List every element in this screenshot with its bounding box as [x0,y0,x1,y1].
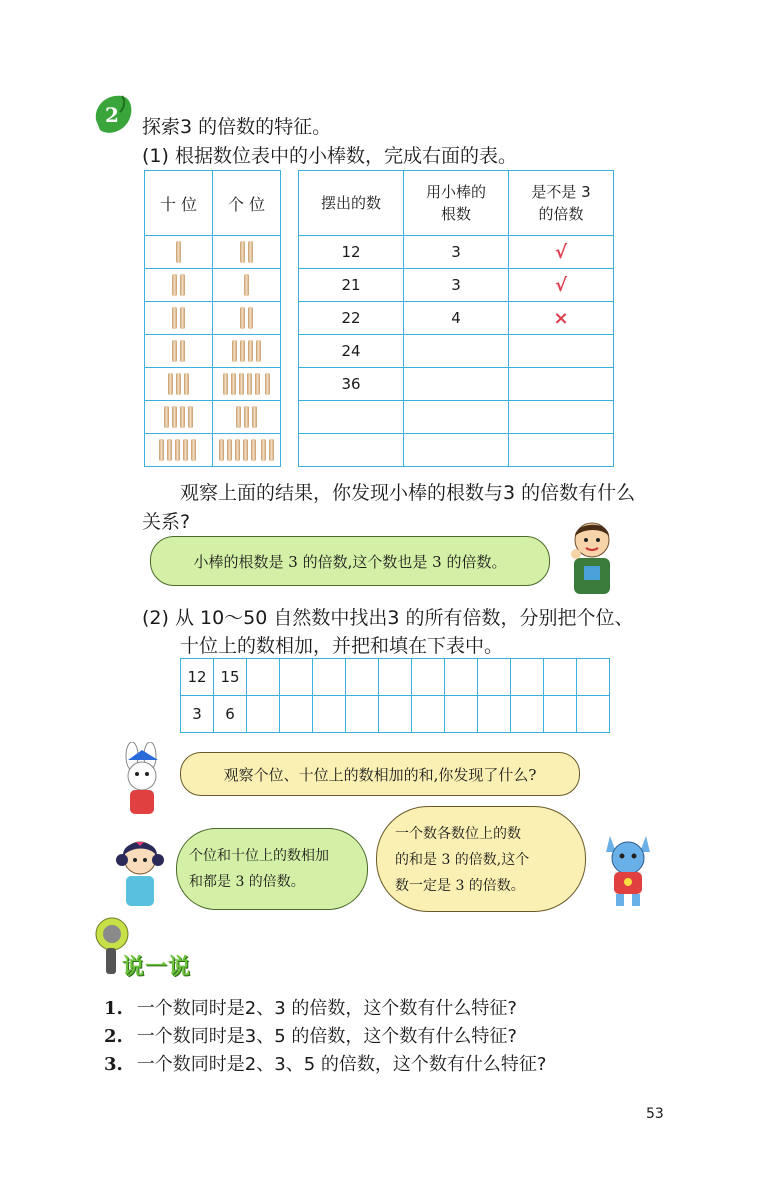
part1-instruction: (1) 根据数位表中的小棒数，完成右面的表。 [142,145,517,167]
stick-count-cell[interactable] [404,401,509,434]
place-value-row [145,269,281,302]
stick-icon [232,340,237,362]
stick-count-cell[interactable] [404,302,509,335]
number-cell [299,269,404,302]
question-number: 1. [104,998,123,1019]
leaf-number-icon [92,92,134,136]
stick-icon [269,439,274,461]
stick-icon [247,373,252,395]
header-stick-count: 用小棒的 根数 [404,171,509,236]
tens-sticks-cell [145,236,213,269]
digit-sum-table [180,658,610,733]
digit-sum-cell[interactable] [280,696,313,733]
cell-value: 36 [341,375,361,393]
stick-icon [184,373,189,395]
is-multiple-cell[interactable] [509,269,614,302]
place-value-row [145,302,281,335]
digit-sum-cell[interactable] [577,659,610,696]
tens-sticks-cell [145,368,213,401]
problem-number: 2 [105,103,119,127]
stick-icon [219,439,224,461]
stick-icon [251,439,256,461]
result-table [298,170,614,467]
question-text: 一个数同时是2、3、5 的倍数，这个数有什么特征? [136,1054,547,1075]
stick-icon [188,406,193,428]
stick-icon [227,439,232,461]
stick-icon [239,373,244,395]
stick-icon [248,340,253,362]
cell-value: 4 [451,309,461,327]
girl-illustration [110,830,170,912]
bubble3-line1: 个位和十位上的数相加 [189,848,329,864]
digit-sum-cell[interactable] [445,659,478,696]
digit-sum-cell[interactable] [346,659,379,696]
question-3 [104,1050,546,1076]
cell-value: 3 [451,276,461,294]
digit-sum-cell[interactable] [445,696,478,733]
stick-count-cell[interactable] [404,335,509,368]
place-value-row [145,368,281,401]
observe-text-line2: 关系? [142,511,191,533]
ones-sticks-cell [213,335,281,368]
ones-sticks-cell [213,401,281,434]
tens-sticks-cell [145,269,213,302]
digit-sum-cell[interactable] [412,659,445,696]
digit-sum-cell[interactable] [280,659,313,696]
ones-sticks-cell [213,269,281,302]
cell-value: 21 [341,276,361,294]
place-value-row [145,335,281,368]
question-number: 2. [104,1026,123,1047]
stick-count-cell[interactable] [404,269,509,302]
speech-bubble-girl [176,828,368,910]
stick-icon [172,406,177,428]
cell-value: 24 [341,342,361,360]
stick-icon [167,439,172,461]
speech-bubble-rabbit: 观察个位、十位上的数相加的和,你发现了什么? [180,752,580,796]
header-number: 摆出的数 [299,171,404,236]
stick-icon [243,439,248,461]
question-1 [104,994,517,1020]
stick-icon [223,373,228,395]
stick-icon [172,340,177,362]
number-cell [299,335,404,368]
tens-sticks-cell [145,335,213,368]
ones-sticks-cell [213,368,281,401]
tens-sticks-cell [145,302,213,335]
stick-icon [265,373,270,395]
digit-sum-cell[interactable] [247,696,280,733]
digit-sum-cell[interactable] [379,659,412,696]
cat-illustration [598,826,658,910]
stick-icon [240,307,245,329]
stick-icon [256,340,261,362]
stick-count-cell[interactable] [404,236,509,269]
page-number: 53 [646,1106,664,1122]
digit-sum-cell: 6 [214,696,247,733]
stick-icon [248,307,253,329]
problem-title: 探索3 的倍数的特征。 [142,116,332,138]
bubble4-line1: 一个数各数位上的数 [395,826,521,842]
part2-line1: (2) 从 10～50 自然数中找出3 的所有倍数，分别把个位、 [142,607,634,629]
digit-sum-cell[interactable] [511,659,544,696]
stick-icon [180,274,185,296]
stick-icon [240,241,245,263]
result-row [299,236,614,269]
stick-icon [172,274,177,296]
result-rows [299,236,614,467]
digit-sum-cell[interactable] [313,659,346,696]
result-row [299,368,614,401]
speech-bubble-boy: 小棒的根数是 3 的倍数,这个数也是 3 的倍数。 [150,536,550,586]
stick-icon [164,406,169,428]
result-row [299,269,614,302]
stick-icon [236,406,241,428]
question-2 [104,1022,517,1048]
digit-sum-cell: 3 [181,696,214,733]
part2-line2: 十位上的数相加，并把和填在下表中。 [180,635,504,657]
bubble4-line3: 数一定是 3 的倍数。 [395,878,525,894]
result-row [299,401,614,434]
ones-header: 个 位 [213,171,281,236]
tens-sticks-cell [145,401,213,434]
speech-bubble-cat [376,806,586,912]
stick-icon [244,274,249,296]
digit-sum-cell[interactable] [313,696,346,733]
stick-icon [176,241,181,263]
place-value-row [145,401,281,434]
is-multiple-cell[interactable] [509,302,614,335]
rabbit-illustration [114,742,170,822]
observe-text-line1: 观察上面的结果，你发现小棒的根数与3 的倍数有什么 [180,482,636,504]
ones-sticks-cell [213,302,281,335]
stick-icon [175,439,180,461]
stick-icon [183,439,188,461]
place-value-row [145,434,281,467]
result-row [299,302,614,335]
stick-icon [231,373,236,395]
digit-sum-cell[interactable] [577,696,610,733]
stick-icon [159,439,164,461]
section-title: 说一说 [122,955,192,980]
tens-sticks-cell [145,434,213,467]
stick-icon [191,439,196,461]
stick-icon [172,307,177,329]
ones-sticks-cell [213,236,281,269]
stick-count-cell[interactable] [404,368,509,401]
cross-mark-icon: × [553,307,569,329]
stick-icon [168,373,173,395]
bubble3-line2: 和都是 3 的倍数。 [189,874,305,890]
cell-value: 22 [341,309,361,327]
cell-value: 3 [451,243,461,261]
is-multiple-cell[interactable] [509,236,614,269]
check-mark-icon: √ [554,274,567,296]
bubble4-line2: 的和是 3 的倍数,这个 [395,852,530,868]
place-value-table [144,170,281,467]
digit-sum-row [181,696,610,733]
stick-icon [240,340,245,362]
digit-sum-cell[interactable] [511,696,544,733]
digit-sum-cell[interactable] [346,696,379,733]
digit-sum-cell[interactable] [544,696,577,733]
is-multiple-cell[interactable] [509,401,614,434]
result-row [299,335,614,368]
check-mark-icon: √ [554,241,567,263]
digit-sum-cell[interactable] [247,659,280,696]
digit-sum-row [181,659,610,696]
number-cell [299,368,404,401]
cell-value: 12 [341,243,361,261]
boy-illustration [562,516,620,600]
stick-icon [244,406,249,428]
number-cell [299,401,404,434]
result-row [299,434,614,467]
place-value-rows [145,236,281,467]
number-cell [299,434,404,467]
digit-sum-cell[interactable] [478,659,511,696]
digit-sum-cell: 12 [181,659,214,696]
number-cell [299,236,404,269]
stick-icon [261,439,266,461]
tens-header: 十 位 [145,171,213,236]
header-is-multiple: 是不是 3 的倍数 [509,171,614,236]
stick-icon [252,406,257,428]
digit-sum-cell[interactable] [412,696,445,733]
stick-icon [180,340,185,362]
stick-icon [176,373,181,395]
stick-icon [180,307,185,329]
digit-sum-cell[interactable] [478,696,511,733]
stick-count-cell[interactable] [404,434,509,467]
is-multiple-cell[interactable] [509,335,614,368]
is-multiple-cell[interactable] [509,368,614,401]
number-cell [299,302,404,335]
stick-icon [255,373,260,395]
question-text: 一个数同时是2、3 的倍数，这个数有什么特征? [136,998,517,1019]
place-value-row [145,236,281,269]
question-text: 一个数同时是3、5 的倍数，这个数有什么特征? [136,1026,517,1047]
ones-sticks-cell [213,434,281,467]
is-multiple-cell[interactable] [509,434,614,467]
digit-sum-cell[interactable] [379,696,412,733]
stick-icon [180,406,185,428]
digit-sum-cell: 15 [214,659,247,696]
stick-icon [235,439,240,461]
question-number: 3. [104,1054,123,1075]
stick-icon [248,241,253,263]
digit-sum-cell[interactable] [544,659,577,696]
